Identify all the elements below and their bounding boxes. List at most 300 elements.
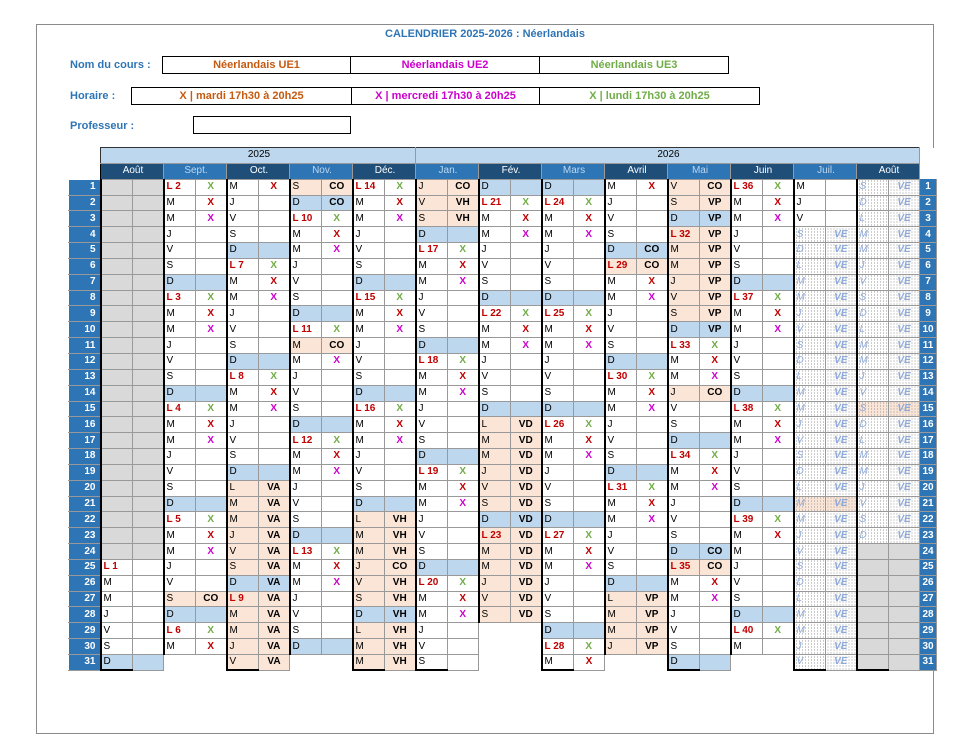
day-mark[interactable]: X — [385, 211, 416, 227]
day-cell[interactable]: V — [668, 512, 700, 528]
day-cell[interactable]: M — [227, 274, 259, 290]
day-cell[interactable]: J — [605, 417, 637, 433]
day-mark[interactable] — [385, 369, 416, 385]
day-cell[interactable]: M — [542, 322, 574, 338]
day-mark[interactable] — [511, 258, 542, 274]
day-cell[interactable]: L 38 — [731, 401, 763, 417]
day-mark[interactable] — [196, 227, 227, 243]
day-cell[interactable]: L — [605, 591, 637, 607]
day-mark[interactable] — [826, 211, 857, 227]
day-mark[interactable]: VE — [826, 433, 857, 449]
day-mark[interactable]: CO — [385, 559, 416, 575]
day-mark[interactable]: X — [196, 322, 227, 338]
day-mark[interactable] — [322, 385, 353, 401]
day-mark[interactable]: CO — [700, 559, 731, 575]
day-mark[interactable] — [889, 655, 920, 671]
day-mark[interactable]: VE — [826, 227, 857, 243]
day-mark[interactable]: X — [196, 512, 227, 528]
day-mark[interactable] — [511, 385, 542, 401]
day-mark[interactable]: X — [637, 290, 668, 306]
day-cell[interactable]: V — [416, 639, 448, 655]
day-mark[interactable] — [133, 575, 164, 591]
day-cell[interactable]: M — [353, 211, 385, 227]
day-mark[interactable]: X — [385, 195, 416, 211]
day-cell[interactable]: M — [668, 258, 700, 274]
day-cell[interactable]: V — [227, 655, 259, 671]
day-mark[interactable] — [574, 290, 605, 306]
day-mark[interactable] — [448, 322, 479, 338]
day-mark[interactable]: X — [259, 274, 290, 290]
day-cell[interactable]: S — [479, 385, 511, 401]
day-mark[interactable] — [889, 591, 920, 607]
day-mark[interactable] — [196, 385, 227, 401]
day-cell[interactable]: S — [857, 290, 889, 306]
day-cell[interactable]: M — [731, 306, 763, 322]
day-mark[interactable]: X — [700, 353, 731, 369]
day-cell[interactable]: L 15 — [353, 290, 385, 306]
day-mark[interactable]: X — [322, 449, 353, 465]
day-cell[interactable]: M — [164, 528, 196, 544]
day-cell[interactable]: V — [290, 496, 322, 512]
day-mark[interactable] — [448, 623, 479, 639]
day-cell[interactable]: S — [668, 528, 700, 544]
day-cell[interactable]: V — [227, 211, 259, 227]
day-cell[interactable]: J — [479, 353, 511, 369]
day-cell[interactable]: L 33 — [668, 338, 700, 354]
day-cell[interactable]: L 12 — [290, 433, 322, 449]
day-cell[interactable]: S — [164, 480, 196, 496]
day-cell[interactable]: L 17 — [416, 243, 448, 259]
day-cell[interactable]: L 22 — [479, 306, 511, 322]
day-mark[interactable]: VE — [826, 338, 857, 354]
day-mark[interactable]: X — [637, 385, 668, 401]
day-cell[interactable]: M — [731, 322, 763, 338]
day-cell[interactable]: D — [164, 496, 196, 512]
day-mark[interactable]: VP — [700, 306, 731, 322]
day-cell[interactable] — [101, 528, 133, 544]
day-cell[interactable]: J — [164, 227, 196, 243]
day-mark[interactable] — [763, 449, 794, 465]
day-mark[interactable]: VH — [448, 211, 479, 227]
day-cell[interactable]: M — [290, 353, 322, 369]
day-mark[interactable]: VE — [826, 417, 857, 433]
day-cell[interactable]: D — [164, 607, 196, 623]
day-cell[interactable]: L 16 — [353, 401, 385, 417]
day-mark[interactable] — [448, 227, 479, 243]
day-cell[interactable]: V — [416, 528, 448, 544]
day-mark[interactable]: X — [385, 417, 416, 433]
day-cell[interactable]: V — [164, 575, 196, 591]
day-cell[interactable]: M — [794, 179, 826, 195]
day-mark[interactable] — [637, 433, 668, 449]
day-mark[interactable] — [259, 464, 290, 480]
day-cell[interactable]: M — [605, 179, 637, 195]
day-cell[interactable]: S — [290, 623, 322, 639]
day-cell[interactable]: D — [731, 607, 763, 623]
day-mark[interactable]: VD — [511, 512, 542, 528]
day-mark[interactable] — [763, 227, 794, 243]
day-cell[interactable]: D — [227, 575, 259, 591]
day-mark[interactable]: X — [385, 179, 416, 195]
day-cell[interactable]: J — [794, 639, 826, 655]
day-cell[interactable]: D — [416, 449, 448, 465]
day-cell[interactable]: L — [227, 480, 259, 496]
day-mark[interactable] — [133, 195, 164, 211]
day-cell[interactable]: V — [542, 258, 574, 274]
day-mark[interactable] — [133, 353, 164, 369]
day-cell[interactable]: L — [353, 512, 385, 528]
day-cell[interactable]: M — [731, 528, 763, 544]
day-mark[interactable] — [385, 480, 416, 496]
day-mark[interactable] — [133, 306, 164, 322]
day-mark[interactable]: X — [700, 464, 731, 480]
day-cell[interactable]: M — [857, 227, 889, 243]
day-cell[interactable]: M — [227, 623, 259, 639]
day-cell[interactable]: L 18 — [416, 353, 448, 369]
day-cell[interactable]: S — [227, 338, 259, 354]
day-mark[interactable] — [763, 559, 794, 575]
day-cell[interactable]: M — [794, 401, 826, 417]
day-mark[interactable]: X — [637, 274, 668, 290]
day-cell[interactable]: S — [605, 449, 637, 465]
day-cell[interactable]: M — [605, 274, 637, 290]
day-cell[interactable]: D — [542, 512, 574, 528]
day-cell[interactable]: M — [731, 544, 763, 560]
day-mark[interactable]: VH — [385, 512, 416, 528]
day-cell[interactable]: J — [416, 290, 448, 306]
day-cell[interactable]: L 4 — [164, 401, 196, 417]
day-mark[interactable] — [133, 464, 164, 480]
day-cell[interactable]: M — [353, 655, 385, 671]
day-mark[interactable]: VP — [637, 623, 668, 639]
day-mark[interactable] — [700, 528, 731, 544]
day-mark[interactable] — [448, 639, 479, 655]
day-cell[interactable]: L 39 — [731, 512, 763, 528]
day-cell[interactable]: S — [542, 274, 574, 290]
day-mark[interactable]: VE — [826, 290, 857, 306]
day-mark[interactable]: VE — [826, 353, 857, 369]
day-mark[interactable] — [133, 639, 164, 655]
day-mark[interactable]: X — [574, 306, 605, 322]
day-cell[interactable]: S — [731, 480, 763, 496]
day-mark[interactable]: VH — [385, 623, 416, 639]
day-cell[interactable]: S — [731, 369, 763, 385]
day-cell[interactable]: M — [605, 385, 637, 401]
day-cell[interactable]: J — [479, 464, 511, 480]
day-mark[interactable] — [196, 559, 227, 575]
day-cell[interactable]: S — [227, 559, 259, 575]
day-mark[interactable] — [259, 306, 290, 322]
day-mark[interactable]: X — [322, 575, 353, 591]
day-mark[interactable]: VP — [700, 227, 731, 243]
day-mark[interactable]: X — [763, 401, 794, 417]
day-mark[interactable]: X — [385, 290, 416, 306]
day-mark[interactable]: VP — [637, 639, 668, 655]
day-mark[interactable] — [133, 480, 164, 496]
day-cell[interactable]: M — [479, 559, 511, 575]
day-mark[interactable] — [574, 274, 605, 290]
day-mark[interactable]: CO — [700, 385, 731, 401]
day-mark[interactable]: VE — [826, 591, 857, 607]
day-mark[interactable]: X — [196, 401, 227, 417]
day-cell[interactable]: D — [794, 464, 826, 480]
day-mark[interactable]: VD — [511, 433, 542, 449]
day-mark[interactable] — [763, 338, 794, 354]
day-mark[interactable] — [889, 559, 920, 575]
day-mark[interactable]: VE — [826, 385, 857, 401]
day-mark[interactable]: X — [574, 433, 605, 449]
teacher-field[interactable] — [193, 116, 351, 134]
day-cell[interactable]: J — [416, 512, 448, 528]
day-cell[interactable]: D — [542, 179, 574, 195]
day-cell[interactable]: V — [857, 274, 889, 290]
course-ue2-field[interactable]: Néerlandais UE2 — [350, 56, 540, 74]
day-cell[interactable]: L 34 — [668, 449, 700, 465]
day-cell[interactable] — [101, 243, 133, 259]
day-mark[interactable]: X — [700, 369, 731, 385]
day-cell[interactable]: S — [794, 559, 826, 575]
day-mark[interactable]: VH — [385, 544, 416, 560]
day-cell[interactable]: V — [605, 544, 637, 560]
day-cell[interactable]: L 26 — [542, 417, 574, 433]
day-cell[interactable]: M — [290, 464, 322, 480]
day-mark[interactable]: VE — [889, 290, 920, 306]
day-mark[interactable] — [259, 195, 290, 211]
day-mark[interactable] — [322, 417, 353, 433]
day-cell[interactable]: S — [794, 338, 826, 354]
day-cell[interactable]: J — [857, 480, 889, 496]
day-cell[interactable] — [857, 655, 889, 671]
day-cell[interactable]: V — [290, 274, 322, 290]
day-mark[interactable] — [385, 385, 416, 401]
day-mark[interactable]: VE — [889, 512, 920, 528]
day-cell[interactable] — [101, 211, 133, 227]
day-mark[interactable] — [448, 401, 479, 417]
day-cell[interactable]: V — [101, 623, 133, 639]
day-mark[interactable]: VD — [511, 449, 542, 465]
day-mark[interactable] — [385, 274, 416, 290]
day-cell[interactable]: M — [542, 544, 574, 560]
day-mark[interactable] — [574, 575, 605, 591]
day-mark[interactable] — [574, 512, 605, 528]
day-cell[interactable]: M — [479, 227, 511, 243]
day-mark[interactable]: X — [196, 433, 227, 449]
day-cell[interactable]: D — [605, 243, 637, 259]
day-cell[interactable]: D — [353, 385, 385, 401]
day-mark[interactable] — [322, 290, 353, 306]
day-cell[interactable]: S — [542, 496, 574, 512]
day-mark[interactable]: VH — [448, 195, 479, 211]
day-cell[interactable]: D — [479, 179, 511, 195]
day-cell[interactable]: J — [731, 559, 763, 575]
day-cell[interactable]: L — [857, 211, 889, 227]
day-mark[interactable] — [259, 227, 290, 243]
day-cell[interactable]: J — [101, 607, 133, 623]
day-mark[interactable] — [511, 290, 542, 306]
day-mark[interactable] — [637, 227, 668, 243]
day-mark[interactable]: X — [763, 322, 794, 338]
day-mark[interactable]: VE — [889, 369, 920, 385]
day-cell[interactable] — [101, 322, 133, 338]
day-cell[interactable]: S — [668, 195, 700, 211]
day-cell[interactable]: L — [857, 433, 889, 449]
day-cell[interactable]: M — [164, 433, 196, 449]
day-mark[interactable] — [574, 591, 605, 607]
day-cell[interactable]: V — [794, 433, 826, 449]
day-mark[interactable]: X — [322, 353, 353, 369]
day-cell[interactable]: D — [290, 417, 322, 433]
day-mark[interactable]: VE — [826, 607, 857, 623]
day-mark[interactable]: X — [322, 227, 353, 243]
day-mark[interactable]: X — [259, 401, 290, 417]
day-mark[interactable]: VA — [259, 544, 290, 560]
day-cell[interactable]: S — [857, 179, 889, 195]
day-mark[interactable] — [448, 417, 479, 433]
day-mark[interactable] — [574, 243, 605, 259]
day-mark[interactable] — [889, 623, 920, 639]
day-cell[interactable]: D — [731, 385, 763, 401]
day-mark[interactable] — [763, 496, 794, 512]
day-mark[interactable]: VA — [259, 528, 290, 544]
day-cell[interactable]: D — [290, 306, 322, 322]
day-cell[interactable]: V — [542, 591, 574, 607]
day-cell[interactable]: M — [353, 544, 385, 560]
day-mark[interactable]: VE — [889, 258, 920, 274]
day-mark[interactable]: VE — [826, 575, 857, 591]
day-cell[interactable]: J — [794, 528, 826, 544]
day-cell[interactable]: D — [227, 243, 259, 259]
day-cell[interactable]: M — [857, 353, 889, 369]
day-cell[interactable]: M — [227, 179, 259, 195]
day-mark[interactable] — [133, 559, 164, 575]
day-cell[interactable]: S — [416, 544, 448, 560]
day-cell[interactable]: V — [290, 385, 322, 401]
day-cell[interactable] — [101, 433, 133, 449]
day-cell[interactable]: J — [227, 195, 259, 211]
day-mark[interactable] — [133, 623, 164, 639]
day-mark[interactable]: VA — [259, 512, 290, 528]
day-mark[interactable] — [322, 528, 353, 544]
day-mark[interactable]: VA — [259, 496, 290, 512]
day-cell[interactable]: J — [164, 338, 196, 354]
day-cell[interactable]: S — [353, 480, 385, 496]
day-cell[interactable]: J — [542, 353, 574, 369]
day-mark[interactable]: VE — [826, 243, 857, 259]
day-mark[interactable]: VP — [637, 591, 668, 607]
day-mark[interactable] — [637, 417, 668, 433]
day-cell[interactable]: M — [668, 369, 700, 385]
day-mark[interactable]: VE — [826, 322, 857, 338]
day-cell[interactable]: D — [794, 243, 826, 259]
day-mark[interactable] — [700, 655, 731, 671]
day-mark[interactable]: X — [763, 433, 794, 449]
day-cell[interactable]: V — [731, 575, 763, 591]
day-mark[interactable] — [385, 243, 416, 259]
day-mark[interactable] — [826, 179, 857, 195]
day-mark[interactable] — [763, 353, 794, 369]
day-mark[interactable]: VH — [385, 639, 416, 655]
day-cell[interactable]: J — [290, 591, 322, 607]
day-mark[interactable] — [133, 655, 164, 671]
day-mark[interactable]: X — [574, 639, 605, 655]
day-cell[interactable]: M — [668, 591, 700, 607]
day-mark[interactable]: X — [385, 401, 416, 417]
day-mark[interactable]: VE — [826, 512, 857, 528]
day-mark[interactable]: X — [637, 369, 668, 385]
day-mark[interactable] — [196, 353, 227, 369]
day-mark[interactable]: X — [637, 512, 668, 528]
day-cell[interactable]: S — [416, 433, 448, 449]
schedule-ue3-field[interactable]: X | lundi 17h30 à 20h25 — [539, 87, 760, 105]
day-mark[interactable]: X — [637, 401, 668, 417]
day-mark[interactable]: X — [637, 496, 668, 512]
day-mark[interactable]: X — [196, 639, 227, 655]
day-mark[interactable] — [763, 591, 794, 607]
day-mark[interactable]: X — [448, 464, 479, 480]
day-cell[interactable]: M — [794, 623, 826, 639]
day-cell[interactable]: S — [164, 591, 196, 607]
day-cell[interactable]: V — [353, 353, 385, 369]
day-cell[interactable]: V — [479, 369, 511, 385]
day-mark[interactable] — [763, 385, 794, 401]
day-cell[interactable]: V — [605, 211, 637, 227]
day-mark[interactable] — [133, 607, 164, 623]
day-cell[interactable] — [101, 338, 133, 354]
day-cell[interactable]: L 2 — [164, 179, 196, 195]
day-cell[interactable]: J — [227, 306, 259, 322]
day-cell[interactable]: L 3 — [164, 290, 196, 306]
day-mark[interactable]: VE — [826, 639, 857, 655]
day-cell[interactable] — [857, 591, 889, 607]
day-mark[interactable] — [574, 480, 605, 496]
day-mark[interactable] — [700, 401, 731, 417]
day-cell[interactable]: D — [416, 338, 448, 354]
day-cell[interactable]: M — [101, 591, 133, 607]
day-mark[interactable] — [196, 243, 227, 259]
day-cell[interactable]: J — [731, 449, 763, 465]
day-cell[interactable]: L — [794, 258, 826, 274]
day-cell[interactable]: M — [353, 433, 385, 449]
day-cell[interactable]: M — [668, 480, 700, 496]
day-mark[interactable]: VH — [385, 607, 416, 623]
day-cell[interactable]: V — [731, 353, 763, 369]
day-cell[interactable]: M — [542, 338, 574, 354]
day-mark[interactable]: X — [700, 575, 731, 591]
day-cell[interactable]: M — [416, 258, 448, 274]
day-cell[interactable]: D — [857, 417, 889, 433]
day-cell[interactable]: L 28 — [542, 639, 574, 655]
day-cell[interactable]: M — [479, 211, 511, 227]
day-mark[interactable]: X — [259, 258, 290, 274]
day-cell[interactable]: M — [101, 575, 133, 591]
day-mark[interactable] — [196, 274, 227, 290]
day-cell[interactable]: M — [227, 512, 259, 528]
day-mark[interactable] — [259, 417, 290, 433]
day-cell[interactable]: J — [416, 179, 448, 195]
day-cell[interactable]: V — [164, 464, 196, 480]
day-mark[interactable]: X — [763, 512, 794, 528]
day-mark[interactable] — [322, 512, 353, 528]
day-cell[interactable]: M — [668, 575, 700, 591]
day-cell[interactable]: S — [731, 591, 763, 607]
day-mark[interactable] — [133, 385, 164, 401]
day-mark[interactable] — [133, 417, 164, 433]
day-cell[interactable] — [101, 401, 133, 417]
day-cell[interactable]: D — [290, 639, 322, 655]
day-mark[interactable]: VE — [826, 528, 857, 544]
day-cell[interactable]: V — [794, 322, 826, 338]
day-mark[interactable] — [511, 369, 542, 385]
